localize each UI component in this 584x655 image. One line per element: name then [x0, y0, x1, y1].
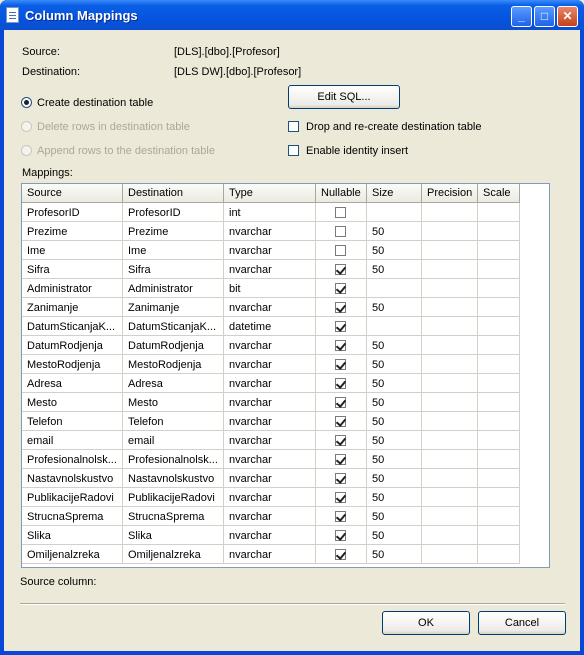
nullable-checkbox[interactable] [335, 435, 346, 446]
cell-type[interactable]: nvarchar [224, 260, 316, 279]
cell-nullable[interactable] [316, 355, 367, 374]
cell-type[interactable]: nvarchar [224, 526, 316, 545]
cell-scale[interactable] [478, 355, 520, 374]
cell-nullable[interactable] [316, 336, 367, 355]
mappings-grid[interactable] [21, 183, 550, 568]
cell-precision[interactable] [422, 355, 478, 374]
cell-nullable[interactable] [316, 526, 367, 545]
cell-type[interactable]: nvarchar [224, 507, 316, 526]
separator [20, 603, 565, 605]
table-row[interactable] [22, 526, 520, 545]
cell-type[interactable]: nvarchar [224, 488, 316, 507]
cell-source[interactable]: PublikacijeRadovi [22, 488, 123, 507]
cell-precision[interactable] [422, 374, 478, 393]
cell-size[interactable] [367, 317, 422, 336]
cell-nullable[interactable] [316, 203, 367, 222]
cell-size[interactable]: 50 [367, 507, 422, 526]
cell-scale[interactable] [478, 203, 520, 222]
source-value: [DLS].[dbo].[Profesor] [174, 46, 280, 58]
cell-precision[interactable] [422, 298, 478, 317]
cell-nullable[interactable] [316, 488, 367, 507]
cell-type[interactable]: nvarchar [224, 545, 316, 564]
table-row[interactable] [22, 355, 520, 374]
table-row[interactable] [22, 336, 520, 355]
cell-source[interactable]: Zanimanje [22, 298, 123, 317]
table-row[interactable] [22, 545, 520, 564]
cell-source[interactable]: MestoRodjenja [22, 355, 123, 374]
drop-recreate-label: Drop and re-create destination table [306, 121, 482, 133]
cell-destination[interactable]: Zanimanje [123, 298, 224, 317]
cell-type[interactable]: int [224, 203, 316, 222]
cell-destination[interactable]: Sifra [123, 260, 224, 279]
nullable-checkbox[interactable] [335, 283, 346, 294]
col-header-scale[interactable]: Scale [478, 184, 520, 203]
cell-precision[interactable] [422, 431, 478, 450]
nullable-checkbox[interactable] [335, 397, 346, 408]
cancel-button[interactable]: Cancel [478, 611, 566, 635]
nullable-checkbox[interactable] [335, 511, 346, 522]
cell-source[interactable]: email [22, 431, 123, 450]
nullable-checkbox[interactable] [335, 264, 346, 275]
title-bar[interactable] [0, 0, 584, 30]
cell-source[interactable]: Profesionalnolsk... [22, 450, 123, 469]
cell-scale[interactable] [478, 279, 520, 298]
delete-rows-label: Delete rows in destination table [37, 121, 190, 133]
cell-size[interactable] [367, 203, 422, 222]
cell-source[interactable]: ProfesorID [22, 203, 123, 222]
cell-destination[interactable]: Profesionalnolsk... [123, 450, 224, 469]
cell-scale[interactable] [478, 336, 520, 355]
cell-scale[interactable] [478, 241, 520, 260]
cell-destination[interactable]: email [123, 431, 224, 450]
cell-destination[interactable]: Omiljenalzreka [123, 545, 224, 564]
cell-scale[interactable] [478, 488, 520, 507]
cell-source[interactable]: Ime [22, 241, 123, 260]
cell-precision[interactable] [422, 488, 478, 507]
edit-sql-button[interactable]: Edit SQL... [288, 85, 400, 109]
cell-destination[interactable]: Slika [123, 526, 224, 545]
table-row[interactable] [22, 412, 520, 431]
cell-source[interactable]: Slika [22, 526, 123, 545]
nullable-checkbox[interactable] [335, 359, 346, 370]
col-header-nullable[interactable]: Nullable [316, 184, 367, 203]
window-title: Column Mappings [25, 8, 138, 23]
nullable-checkbox[interactable] [335, 245, 346, 256]
source-label: Source: [22, 46, 60, 58]
cell-scale[interactable] [478, 260, 520, 279]
col-header-destination[interactable]: Destination [123, 184, 224, 203]
cell-nullable[interactable] [316, 469, 367, 488]
cell-scale[interactable] [478, 526, 520, 545]
table-row[interactable] [22, 241, 520, 260]
cell-precision[interactable] [422, 393, 478, 412]
cell-destination[interactable]: Prezime [123, 222, 224, 241]
cell-precision[interactable] [422, 279, 478, 298]
cell-source[interactable]: Adresa [22, 374, 123, 393]
cell-nullable[interactable] [316, 412, 367, 431]
cell-source[interactable]: Telefon [22, 412, 123, 431]
cell-type[interactable]: bit [224, 279, 316, 298]
append-rows-label: Append rows to the destination table [37, 145, 215, 157]
cell-size[interactable]: 50 [367, 412, 422, 431]
cell-type[interactable]: nvarchar [224, 431, 316, 450]
cell-source[interactable]: StrucnaSprema [22, 507, 123, 526]
maximize-button[interactable]: □ [534, 6, 555, 27]
close-button[interactable]: ✕ [557, 6, 578, 27]
nullable-checkbox[interactable] [335, 416, 346, 427]
cell-type[interactable]: datetime [224, 317, 316, 336]
cell-type[interactable]: nvarchar [224, 298, 316, 317]
cell-scale[interactable] [478, 222, 520, 241]
cell-size[interactable]: 50 [367, 545, 422, 564]
cell-nullable[interactable] [316, 545, 367, 564]
cell-nullable[interactable] [316, 222, 367, 241]
nullable-checkbox[interactable] [335, 454, 346, 465]
source-column-label: Source column: [20, 576, 97, 588]
cell-precision[interactable] [422, 260, 478, 279]
cell-scale[interactable] [478, 317, 520, 336]
table-row[interactable] [22, 298, 520, 317]
cell-nullable[interactable] [316, 431, 367, 450]
cell-nullable[interactable] [316, 298, 367, 317]
cell-type[interactable]: nvarchar [224, 412, 316, 431]
cell-source[interactable]: Mesto [22, 393, 123, 412]
ok-button[interactable]: OK [382, 611, 470, 635]
col-header-type[interactable]: Type [224, 184, 316, 203]
cell-type[interactable]: nvarchar [224, 355, 316, 374]
cell-precision[interactable] [422, 412, 478, 431]
cell-size[interactable]: 50 [367, 222, 422, 241]
cell-source[interactable]: Administrator [22, 279, 123, 298]
cell-destination[interactable]: StrucnaSprema [123, 507, 224, 526]
delete-rows-radio [21, 121, 32, 132]
destination-value: [DLS DW].[dbo].[Profesor] [174, 66, 302, 78]
cell-size[interactable] [367, 279, 422, 298]
cell-type[interactable]: nvarchar [224, 336, 316, 355]
cell-precision[interactable] [422, 241, 478, 260]
dialog-body [4, 30, 580, 651]
cell-scale[interactable] [478, 507, 520, 526]
cell-type[interactable]: nvarchar [224, 241, 316, 260]
cell-size[interactable]: 50 [367, 526, 422, 545]
cell-scale[interactable] [478, 298, 520, 317]
identity-insert-label: Enable identity insert [306, 145, 409, 157]
table-row[interactable] [22, 317, 520, 336]
cell-scale[interactable] [478, 469, 520, 488]
cell-nullable[interactable] [316, 241, 367, 260]
nullable-checkbox[interactable] [335, 302, 346, 313]
cell-nullable[interactable] [316, 393, 367, 412]
cell-precision[interactable] [422, 545, 478, 564]
cell-size[interactable]: 50 [367, 393, 422, 412]
cell-type[interactable]: nvarchar [224, 222, 316, 241]
nullable-checkbox[interactable] [335, 321, 346, 332]
cell-destination[interactable]: Ime [123, 241, 224, 260]
table-row[interactable] [22, 374, 520, 393]
table-row[interactable] [22, 450, 520, 469]
cell-type[interactable]: nvarchar [224, 469, 316, 488]
cell-size[interactable]: 50 [367, 260, 422, 279]
cell-destination[interactable]: ProfesorID [123, 203, 224, 222]
cell-destination[interactable]: Telefon [123, 412, 224, 431]
cell-nullable[interactable] [316, 374, 367, 393]
cell-size[interactable]: 50 [367, 355, 422, 374]
minimize-button[interactable]: _ [511, 6, 532, 27]
cell-scale[interactable] [478, 374, 520, 393]
cell-destination[interactable]: DatumSticanjaK... [123, 317, 224, 336]
cell-size[interactable]: 50 [367, 298, 422, 317]
cell-scale[interactable] [478, 393, 520, 412]
destination-label: Destination: [22, 66, 81, 78]
cell-destination[interactable]: Adresa [123, 374, 224, 393]
cell-source[interactable]: Prezime [22, 222, 123, 241]
cell-source[interactable]: Omiljenalzreka [22, 545, 123, 564]
identity-insert-checkbox[interactable] [288, 145, 299, 156]
cell-precision[interactable] [422, 526, 478, 545]
cell-destination[interactable]: DatumRodjenja [123, 336, 224, 355]
cell-type[interactable]: nvarchar [224, 374, 316, 393]
cell-nullable[interactable] [316, 317, 367, 336]
cell-size[interactable]: 50 [367, 450, 422, 469]
cell-type[interactable]: nvarchar [224, 393, 316, 412]
table-row[interactable] [22, 203, 520, 222]
grid-header [22, 184, 520, 203]
cell-scale[interactable] [478, 545, 520, 564]
nullable-checkbox[interactable] [335, 226, 346, 237]
create-table-label: Create destination table [37, 97, 154, 109]
create-table-radio[interactable] [21, 97, 32, 108]
table-row[interactable] [22, 222, 520, 241]
cell-size[interactable]: 50 [367, 488, 422, 507]
cell-source[interactable]: Nastavnolskustvo [22, 469, 123, 488]
cell-scale[interactable] [478, 412, 520, 431]
drop-recreate-checkbox[interactable] [288, 121, 299, 132]
nullable-checkbox[interactable] [335, 340, 346, 351]
mappings-label: Mappings: [22, 167, 73, 179]
cell-nullable[interactable] [316, 260, 367, 279]
cell-scale[interactable] [478, 431, 520, 450]
table-row[interactable] [22, 393, 520, 412]
cell-destination[interactable]: Nastavnolskustvo [123, 469, 224, 488]
cell-destination[interactable]: Mesto [123, 393, 224, 412]
cell-precision[interactable] [422, 336, 478, 355]
cell-nullable[interactable] [316, 279, 367, 298]
cell-size[interactable]: 50 [367, 469, 422, 488]
table-row[interactable] [22, 488, 520, 507]
cell-size[interactable]: 50 [367, 374, 422, 393]
table-row[interactable] [22, 431, 520, 450]
cell-destination[interactable]: Administrator [123, 279, 224, 298]
nullable-checkbox[interactable] [335, 492, 346, 503]
cell-precision[interactable] [422, 222, 478, 241]
document-icon [6, 7, 19, 23]
cell-source[interactable]: Sifra [22, 260, 123, 279]
nullable-checkbox[interactable] [335, 530, 346, 541]
cell-precision[interactable] [422, 450, 478, 469]
cell-size[interactable]: 50 [367, 336, 422, 355]
nullable-checkbox[interactable] [335, 549, 346, 560]
col-header-source[interactable]: Source [22, 184, 123, 203]
cell-destination[interactable]: MestoRodjenja [123, 355, 224, 374]
table-row[interactable] [22, 469, 520, 488]
cell-precision[interactable] [422, 203, 478, 222]
cell-source[interactable]: DatumRodjenja [22, 336, 123, 355]
cell-precision[interactable] [422, 317, 478, 336]
cell-precision[interactable] [422, 469, 478, 488]
table-row[interactable] [22, 279, 520, 298]
table-row[interactable] [22, 260, 520, 279]
cell-size[interactable]: 50 [367, 431, 422, 450]
nullable-checkbox[interactable] [335, 207, 346, 218]
cell-nullable[interactable] [316, 507, 367, 526]
table-row[interactable] [22, 507, 520, 526]
cell-precision[interactable] [422, 507, 478, 526]
cell-scale[interactable] [478, 450, 520, 469]
col-header-size[interactable]: Size [367, 184, 422, 203]
col-header-precision[interactable]: Precision [422, 184, 478, 203]
append-rows-radio [21, 145, 32, 156]
nullable-checkbox[interactable] [335, 473, 346, 484]
cell-size[interactable]: 50 [367, 241, 422, 260]
nullable-checkbox[interactable] [335, 378, 346, 389]
cell-destination[interactable]: PublikacijeRadovi [123, 488, 224, 507]
cell-source[interactable]: DatumSticanjaK... [22, 317, 123, 336]
cell-type[interactable]: nvarchar [224, 450, 316, 469]
cell-nullable[interactable] [316, 450, 367, 469]
